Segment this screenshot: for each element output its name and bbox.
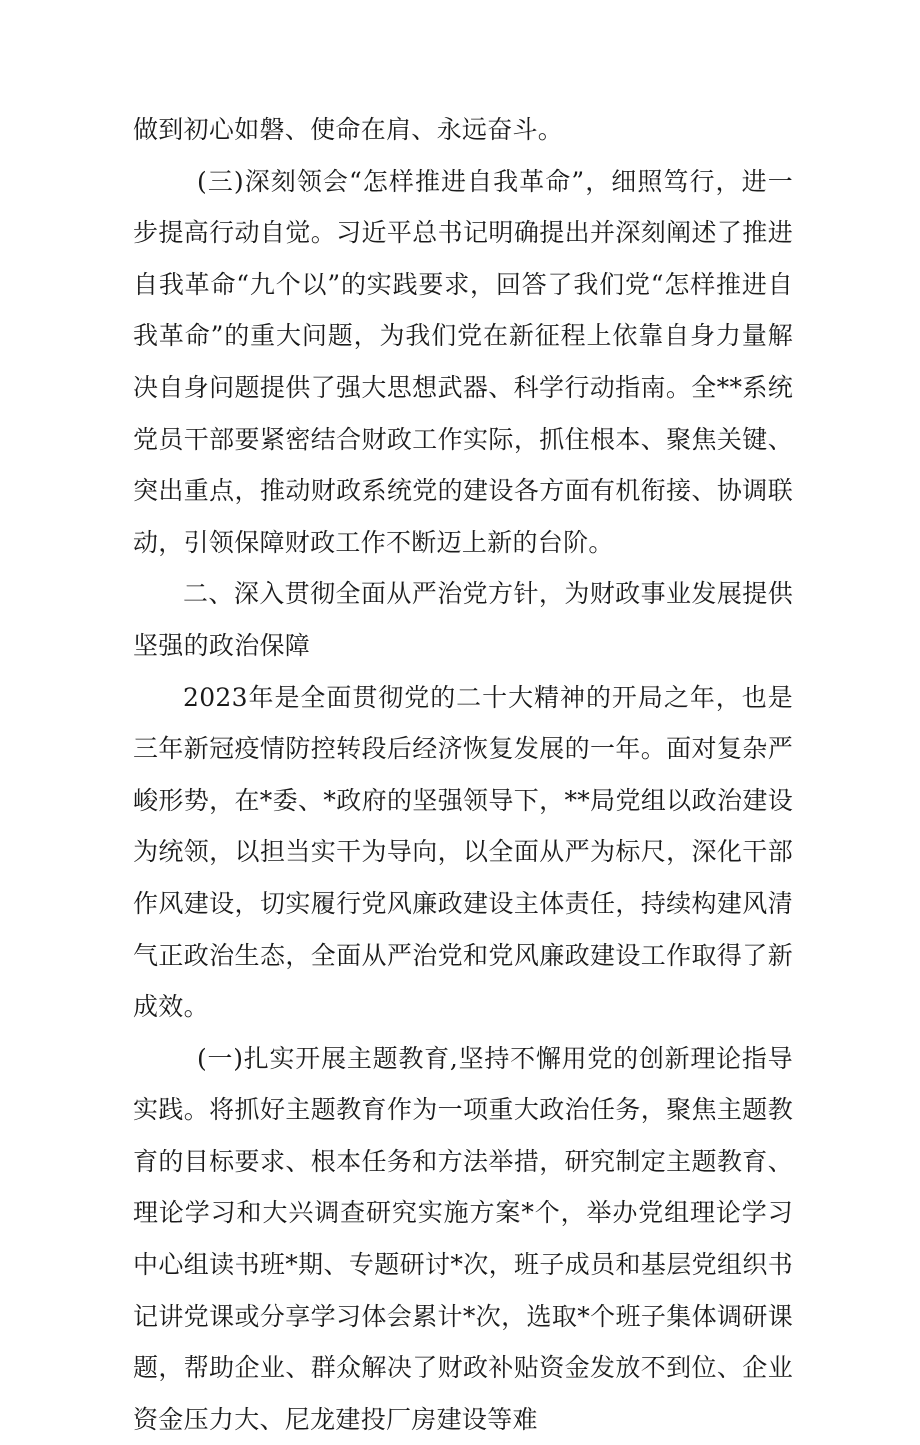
paragraph-continuation: 做到初心如磐、使命在肩、永远奋斗。	[133, 115, 564, 144]
paragraph-2023-overview: 2023年是全面贯彻党的二十大精神的开局之年，也是三年新冠疫情防控转段后经济恢复发展的一年。面对复杂严峻形势，在*委、*政府的坚强领导下，**局党组以政治建设为统领，以担当实干为导向，以全面从严为标尺，深化干部作风建设，切实履行党风廉政建设主体责任，持续构建风清气正政治生态，全面从严治党和党风廉政建设工作取得了新成效。	[133, 682, 793, 1022]
document-body	[133, 104, 793, 1445]
paragraph-subsection-one: (一)扎实开展主题教育,坚持不懈用党的创新理论指导实践。将抓好主题教育作为一项重大政治任务，聚焦主题教育的目标要求、根本任务和方法举措，研究制定主题教育、理论学习和大兴调查研究实施方案*个，举办党组理论学习中心组读书班*期、专题研讨*次，班子成员和基层党组织书记讲党课或分享学习体会累计*次，选取*个班子集体调研课题，帮助企业、群众解决了财政补贴资金发放不到位、企业资金压力大、尼龙建投厂房建设等难	[133, 1043, 793, 1434]
paragraph-section-three: (三)深刻领会“怎样推进自我革命”，细照笃行，进一步提高行动自觉。习近平总书记明确提出并深刻阐述了推进自我革命“九个以”的实践要求，回答了我们党“怎样推进自我革命”的重大问题，为我们党在新征程上依靠自身力量解决自身问题提供了强大思想武器、科学行动指南。全**系统党员干部要紧密结合财政工作实际，抓住根本、聚焦关键、突出重点，推动财政系统党的建设各方面有机衔接、协调联动，引领保障财政工作不断迈上新的台阶。	[133, 166, 793, 557]
section-heading-two: 二、深入贯彻全面从严治党方针，为财政事业发展提供坚强的政治保障	[133, 579, 793, 660]
